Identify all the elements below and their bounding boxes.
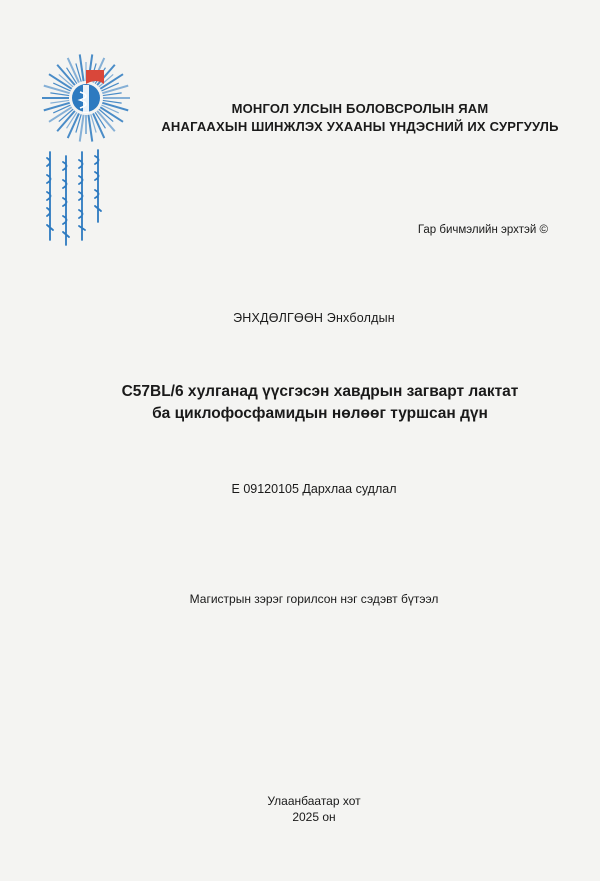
author-block (0, 311, 600, 325)
specialty-code: Е 09120105 Дархлаа судлал (231, 482, 397, 496)
university-name: АНАГААХЫН ШИНЖЛЭХ УХААНЫ ҮНДЭСНИЙ ИХ СУРГУУЛЬ (161, 119, 559, 134)
thesis-title-line-1: C57BL/6 хулганад үүсгэсэн хавдрын загварт лактат (121, 383, 519, 400)
rights-notice: Гар бичмэлийн эрхтэй © (417, 224, 548, 236)
city: Улаанбаатар хот (267, 794, 361, 808)
specialty-block (0, 482, 600, 496)
institution-header (150, 100, 570, 136)
author-name: ЭНХДӨЛГӨӨН Энхболдын (233, 311, 395, 325)
ministry-name: МОНГОЛ УЛСЫН БОЛОВСРОЛЫН ЯАМ (231, 101, 489, 116)
thesis-title (110, 381, 530, 425)
thesis-title-line-2: ба циклофосфамидын нөлөөг туршсан дүн (152, 405, 488, 422)
degree-statement: Магистрын зэрэг горилсон нэг сэдэвт бүтээл (189, 592, 439, 606)
degree-block (0, 592, 600, 606)
university-seal-icon (30, 40, 140, 260)
year: 2025 он (292, 810, 336, 824)
place-and-year (0, 793, 600, 825)
